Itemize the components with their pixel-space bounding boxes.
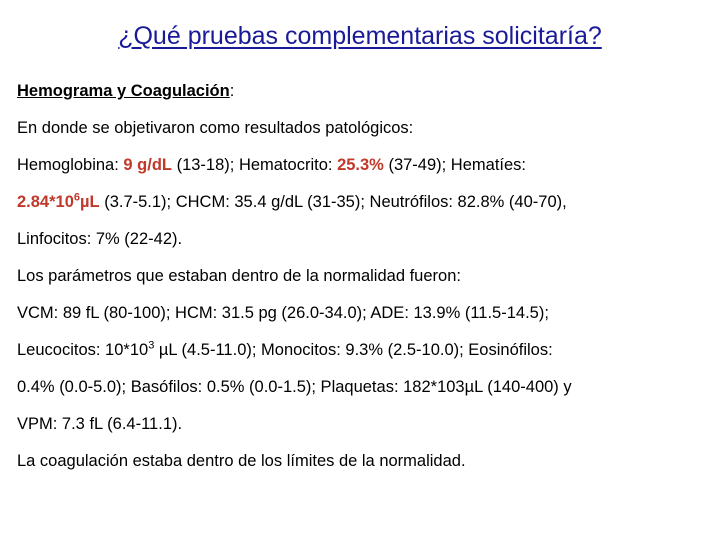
section-heading xyxy=(17,82,707,119)
normal-line-4: VPM: 7.3 fL (6.4-11.1). xyxy=(17,415,183,433)
heading-label: Hemograma y Coagulación xyxy=(17,82,230,100)
slide-title: ¿Qué pruebas complementarias solicitaría? xyxy=(118,22,602,50)
hct-value: 25.3% xyxy=(337,156,384,174)
rbc-value-base: 2.84*10 xyxy=(17,193,74,211)
leuco-a: Leucocitos: 10*10 xyxy=(17,341,149,359)
hct-range: (37-49); Hematíes: xyxy=(383,156,526,174)
rbc-value-unit: µL xyxy=(80,193,100,211)
normal-line-1: VCM: 89 fL (80-100); HCM: 31.5 pg (26.0-34.0); ADE: 13.9% (11.5-14.5); xyxy=(17,304,549,322)
slide-body xyxy=(17,82,707,489)
normal-intro: Los parámetros que estaban dentro de la normalidad fueron: xyxy=(17,267,461,285)
intro-text: En donde se objetivaron como resultados patológicos: xyxy=(17,119,414,137)
normal-line-2 xyxy=(17,341,707,378)
hb-range: (13-18); Hematocrito: xyxy=(172,156,338,174)
conclusion-text: La coagulación estaba dentro de los límites de la normalidad. xyxy=(17,452,466,470)
hb-value: 9 g/dL xyxy=(123,156,172,174)
leuco-exp: 3 xyxy=(148,339,155,352)
heading-suffix: : xyxy=(229,82,235,100)
normal-line-3: 0.4% (0.0-5.0); Basófilos: 0.5% (0.0-1.5); Plaquetas: 182*103µL (140-400) y xyxy=(17,378,572,396)
leuco-b: µL (4.5-11.0); Monocitos: 9.3% (2.5-10.0); Eosinófilos: xyxy=(154,341,553,359)
pathological-line-2 xyxy=(17,193,707,230)
pathological-line-1 xyxy=(17,156,707,193)
pathological-line-3: Linfocitos: 7% (22-42). xyxy=(17,230,183,248)
hb-label: Hemoglobina: xyxy=(17,156,124,174)
rbc-value-exp: 6 xyxy=(73,191,81,204)
rbc-rest: (3.7-5.1); CHCM: 35.4 g/dL (31-35); Neutrófilos: 82.8% (40-70), xyxy=(99,193,567,211)
